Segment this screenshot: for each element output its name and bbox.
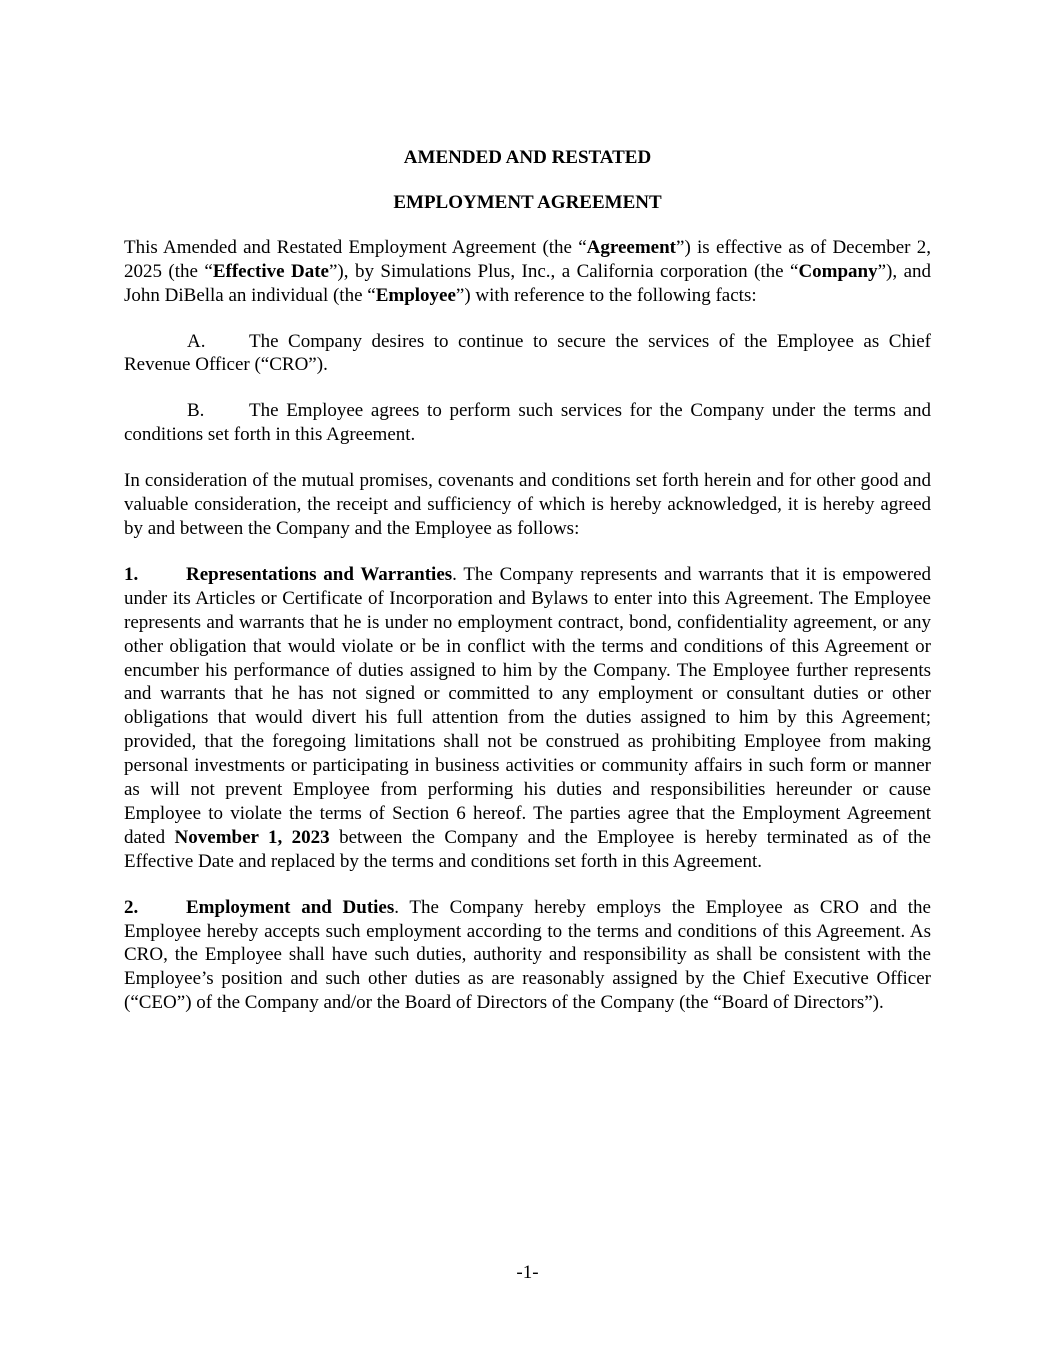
section-text-after: between the Company and the Employee is hereby terminated as of the Effective Date and replaced by the terms and conditions set forth in this Agreement. <box>124 826 931 872</box>
consideration-paragraph: In consideration of the mutual promises, covenants and conditions set forth herein and for other good and valuable consideration, the receipt and sufficiency of which is hereby acknowledged, it is hereby agreed by and between the Company and the Employee as follows: <box>124 470 931 539</box>
defined-term-agreement: Agreement <box>586 236 677 258</box>
document-title-line-2: EMPLOYMENT AGREEMENT <box>393 191 662 213</box>
page-number: -1- <box>516 1262 539 1283</box>
recital-text: The Employee agrees to perform such services for the Company under the terms and conditions set forth in this Agreement. <box>124 400 931 446</box>
intro-text-2: ”) is effective as of December 2, 2025 (the “ <box>124 236 931 282</box>
intro-paragraph <box>124 236 931 308</box>
recital-text: The Company desires to continue to secure the services of the Employee as Chief Revenue Officer (“CRO”). <box>124 330 931 376</box>
document-page <box>124 144 931 1015</box>
section-number: 2. <box>124 896 139 918</box>
recital-a <box>124 330 931 378</box>
section-text: . The Company represents and warrants that it is empowered under its Articles or Certificate of Incorporation and Bylaws to enter into this Agreement. The Employee represents and warrants that he is under no employment contract, bond, confidentiality agreement, or any other obligation that would violate or be in conflict with the terms and conditions of this Agreement or encumber his performance of duties assigned to him by the Company. The Employee further represents and warrants that he has not signed or committed to any employment or consultant duties or other obligations that would divert his full attention from the duties assigned to him by this Agreement; provided, that the foregoing limitations shall not be construed as prohibiting Employee from making personal investments or participating in business activities or community affairs in such form or manner as will not prevent Employee from performing his duties and responsibilities hereunder or cause Employee to violate the terms of Section 6 hereof. The parties agree that the Employment Agreement dated <box>124 563 932 848</box>
recital-b <box>124 399 931 447</box>
recital-label: A. <box>187 330 206 352</box>
defined-term-employee: Employee <box>375 284 456 306</box>
section-2 <box>124 896 931 1016</box>
intro-text-3: ”), by Simulations Plus, Inc., a California corporation (the “ <box>329 260 799 282</box>
intro-text-5: ”) with reference to the following facts: <box>455 284 757 306</box>
section-text: . The Company hereby employs the Employee as CRO and the Employee hereby accepts such employment according to the terms and conditions of this Agreement. As CRO, the Employee shall have such duties, authority and responsibility as shall be consistent with the Employee’s position and such other duties as are reasonably assigned by the Chief Executive Officer (“CEO”) of the Company and/or the Board of Directors of the Company (the “Board of Directors”). <box>124 896 931 1014</box>
section-heading: Representations and Warranties <box>186 563 453 585</box>
section-1 <box>124 563 931 874</box>
defined-term-company: Company <box>798 260 878 282</box>
section-heading: Employment and Duties <box>186 896 395 918</box>
defined-term-effective-date: Effective Date <box>212 260 329 282</box>
document-title-line-1: AMENDED AND RESTATED <box>403 147 652 168</box>
intro-text-4: ”), and John DiBella an individual (the “ <box>124 260 931 306</box>
section-bold-date: November 1, 2023 <box>174 826 330 848</box>
section-number: 1. <box>124 563 139 585</box>
recital-label: B. <box>187 400 205 422</box>
intro-text-1: This Amended and Restated Employment Agreement (the “ <box>124 236 587 258</box>
